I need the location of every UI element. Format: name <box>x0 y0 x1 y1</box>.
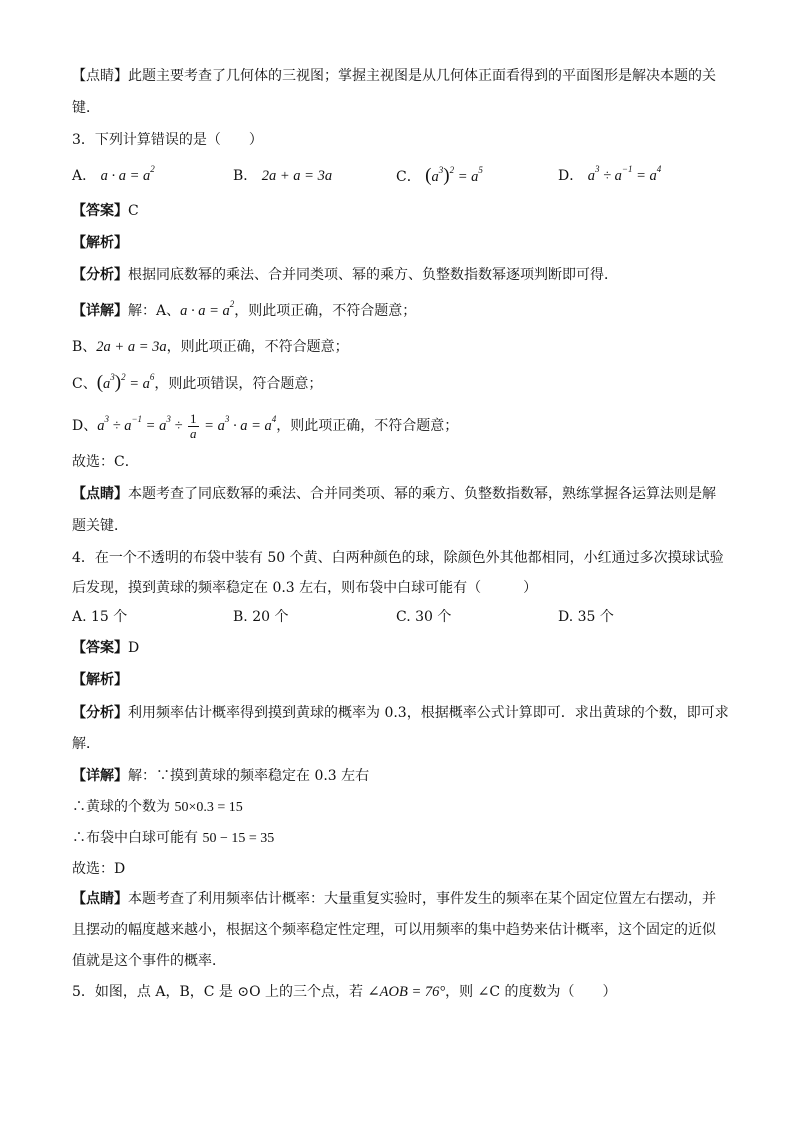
q3-option-d: D． $a^3 \div a^{-1} = a^4$ <box>558 164 662 184</box>
text-line: 键． <box>72 100 100 116</box>
q3-dianjing: 【点睛】本题考查了同底数幂的乘法、合并同类项、幂的乘方、负整数指数幂，熟练掌握各运算法则是解 <box>72 486 716 502</box>
question-3-stem: 3．下列计算错误的是（ ） <box>72 132 263 148</box>
q3-conclusion: 故选：C． <box>72 454 139 470</box>
q4-option-b: B. 20 个 <box>233 609 289 625</box>
question-5-stem: 5．如图，点 A，B，C 是 ⊙O 上的三个点，若 ∠AOB = 76°，则 ∠C 的度数为（ ） <box>72 984 617 1000</box>
q4-dianjing: 【点睛】本题考查了利用频率估计概率：大量重复实验时，事件发生的频率在某个固定位置左右摆动，并 <box>72 891 716 907</box>
text-line: 值就是这个事件的概率． <box>72 953 226 969</box>
q4-option-c: C. 30 个 <box>396 609 452 625</box>
q4-conclusion: 故选：D <box>72 861 126 877</box>
q3-answer: 【答案】C <box>72 203 139 219</box>
q4-answer: 【答案】D <box>72 640 140 656</box>
fraction-1-over-a: $\frac{1}{a}$ <box>190 410 197 441</box>
q4-option-d: D. 35 个 <box>558 609 614 625</box>
q3-option-a: A． $a \cdot a = a^2$ <box>72 164 155 184</box>
q4-fenxi: 【分析】利用频率估计概率得到摸到黄球的概率为 0.3，根据概率公式计算即可．求出黄球的个数，即可求 <box>72 705 729 721</box>
q4-analysis-heading: 【解析】 <box>72 672 128 688</box>
text-line: 题关键． <box>72 518 128 534</box>
q3-detail-c: C、$(a^3)^2 = a^6$，则此项错误，符合题意； <box>72 372 323 393</box>
q3-option-c: C． $(a^3)^2 = a^5$ <box>396 165 483 186</box>
q3-detail-d: D、$a^3 \div a^{-1} = a^3$ ÷ $\frac{1}{a}$ = $a^3 \cdot a = a^4$，则此项正确，不符合题意； <box>72 410 459 441</box>
q3-detail-b: B、2a + a = 3a，则此项正确，不符合题意； <box>72 339 349 355</box>
q3-analysis-heading: 【解析】 <box>72 235 128 251</box>
q3-fenxi: 【分析】根据同底数幂的乘法、合并同类项、幂的乘方、负整数指数幂逐项判断即可得． <box>72 267 618 283</box>
q4-step-2: ∴布袋中白球可能有 50 − 15 = 35 <box>72 830 275 846</box>
q3-detail-a: 【详解】解：A、$a \cdot a = a^2$，则此项正确，不符合题意； <box>72 299 417 319</box>
question-4-stem: 4．在一个不透明的布袋中装有 50 个黄、白两种颜色的球，除颜色外其他都相同，小红通过多次摸球试验 <box>72 550 724 566</box>
q4-step-1: ∴黄球的个数为 50×0.3 = 15 <box>72 799 243 815</box>
q3-option-b: B． 2a + a = 3a <box>233 168 333 184</box>
q4-option-a: A. 15 个 <box>72 609 128 625</box>
text-line: 且摆动的幅度越来越小，根据这个频率稳定性定理，可以用频率的集中趋势来估计概率，这个固定的近似 <box>72 922 716 938</box>
text-line: 【点睛】此题主要考查了几何体的三视图；掌握主视图是从几何体正面看得到的平面图形是解决本题的关 <box>72 68 716 84</box>
text-line: 解． <box>72 736 100 752</box>
question-4-stem-cont: 后发现，摸到黄球的频率稳定在 0.3 左右，则布袋中白球可能有（ ） <box>72 580 538 596</box>
q4-detail: 【详解】解：∵摸到黄球的频率稳定在 0.3 左右 <box>72 768 370 784</box>
